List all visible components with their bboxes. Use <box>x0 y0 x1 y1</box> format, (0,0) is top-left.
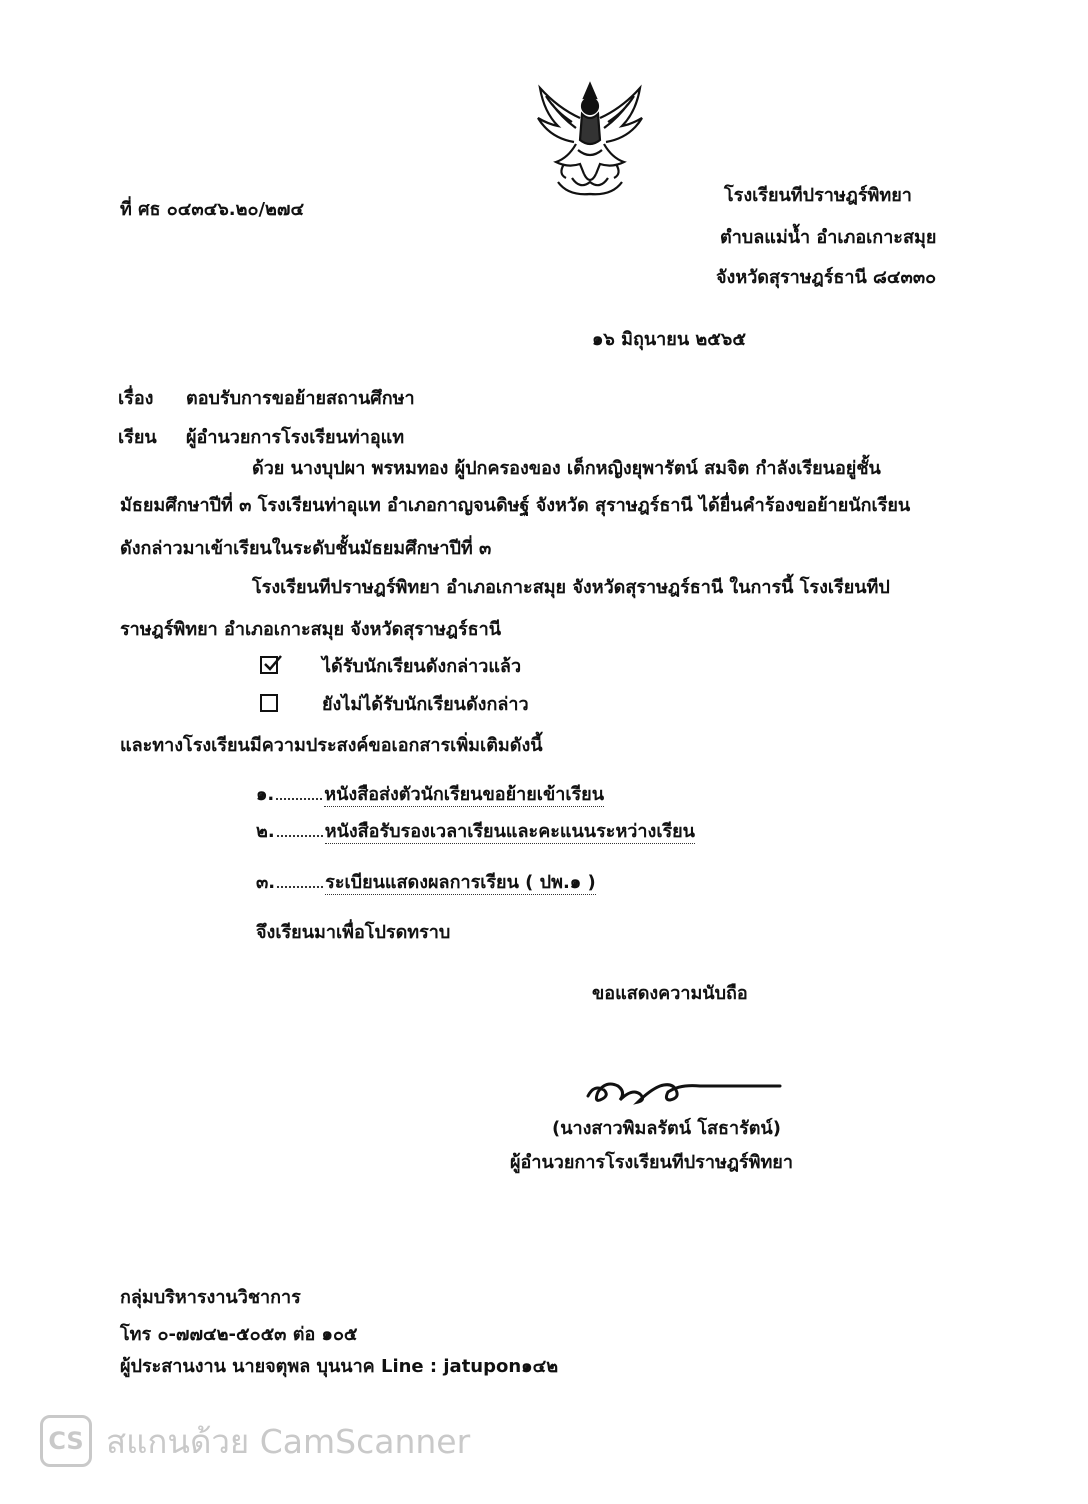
regards: ขอแสดงความนับถือ <box>592 983 748 1004</box>
option-not-received: ยังไม่ได้รับนักเรียนดังกล่าว <box>322 694 529 715</box>
signatory-name: (นางสาวพิมลรัตน์ โสธารัตน์) <box>552 1118 781 1139</box>
paragraph1-line2: มัธยมศึกษาปีที่ ๓ โรงเรียนท่าอุแท อำเภอกาญจนดิษฐ์ จังหวัด สุราษฎร์ธานี ได้ยื่นคำร้องขอย้ายนักเรียน <box>120 495 911 516</box>
documents-intro: และทางโรงเรียนมีความประสงค์ขอเอกสารเพิ่มเติมดังนี้ <box>120 735 543 756</box>
option-received: ได้รับนักเรียนดังกล่าวแล้ว <box>322 656 522 677</box>
school-name: โรงเรียนทีปราษฎร์พิทยา <box>724 185 912 206</box>
footer-department: กลุ่มบริหารงานวิชาการ <box>120 1287 301 1308</box>
dotted-leader <box>276 784 322 800</box>
footer-phone: โทร ๐-๗๗๔๒-๕๐๕๓ ต่อ ๑๐๕ <box>120 1324 358 1345</box>
closing-line: จึงเรียนมาเพื่อโปรดทราบ <box>256 922 451 943</box>
camscanner-logo-icon: CS <box>40 1415 92 1467</box>
signatory-position: ผู้อำนวยการโรงเรียนทีปราษฎร์พิทยา <box>510 1152 793 1173</box>
school-address-line1: ตำบลแม่น้ำ อำเภอเกาะสมุย <box>720 227 937 248</box>
checkbox-checked-icon <box>260 656 278 674</box>
dotted-leader <box>277 872 323 888</box>
reference-number: ที่ ศธ ๐๔๓๔๖.๒๐/๒๗๔ <box>120 199 305 220</box>
checkbox-empty-icon <box>260 694 278 712</box>
footer-coordinator: ผู้ประสานงาน นายจตุพล บุนนาค Line : jatupon๑๔๒ <box>120 1356 559 1377</box>
doc-item-text: ระเบียนแสดงผลการเรียน ( ปพ.๑ ) <box>325 872 596 893</box>
doc-item-number: ๒. <box>256 821 275 842</box>
doc-item-number: ๓. <box>256 872 276 893</box>
garuda-emblem-icon <box>528 78 652 202</box>
camscanner-watermark <box>40 1414 470 1468</box>
doc-item-text: หนังสือส่งตัวนักเรียนขอย้ายเข้าเรียน <box>324 784 605 805</box>
recipient-text: ผู้อำนวยการโรงเรียนท่าอุแท <box>186 427 405 448</box>
doc-item <box>256 783 604 807</box>
paragraph1-line1: ด้วย นางบุปผา พรหมทอง ผู้ปกครองของ เด็กหญิงยุพารัตน์ สมจิต กำลังเรียนอยู่ชั้น <box>252 458 881 479</box>
letter-date: ๑๖ มิถุนายน ๒๕๖๕ <box>592 329 746 350</box>
camscanner-text: สแกนด้วย CamScanner <box>106 1421 471 1461</box>
subject-label: เรื่อง <box>118 388 154 409</box>
subject-text: ตอบรับการขอย้ายสถานศึกษา <box>186 388 415 409</box>
doc-item <box>256 871 596 895</box>
paragraph1-line3: ดังกล่าวมาเข้าเรียนในระดับชั้นมัธยมศึกษาปีที่ ๓ <box>120 538 492 559</box>
doc-item-text: หนังสือรับรองเวลาเรียนและคะแนนระหว่างเรียน <box>324 821 695 842</box>
paragraph2-line1: โรงเรียนทีปราษฎร์พิทยา อำเภอเกาะสมุย จังหวัดสุราษฎร์ธานี ในการนี้ โรงเรียนทีป <box>252 577 890 598</box>
recipient-label: เรียน <box>118 427 157 448</box>
dotted-leader <box>277 821 323 837</box>
school-address-line2: จังหวัดสุราษฎร์ธานี ๘๔๓๓๐ <box>716 267 937 288</box>
paragraph2-line2: ราษฎร์พิทยา อำเภอเกาะสมุย จังหวัดสุราษฎร์ธานี <box>120 619 502 640</box>
signature-image <box>580 1072 790 1112</box>
doc-item-number: ๑. <box>256 784 275 805</box>
doc-item <box>256 820 695 844</box>
